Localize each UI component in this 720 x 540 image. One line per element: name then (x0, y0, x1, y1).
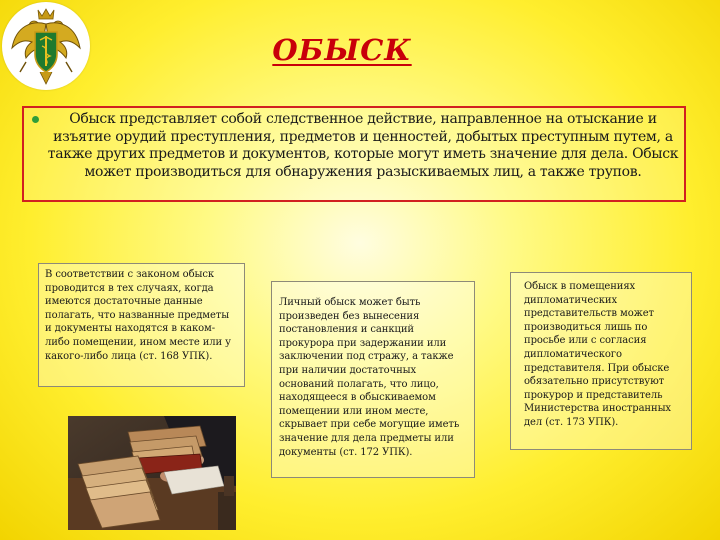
premises-search-note: В соответствии с законом обыск проводится в тех случаях, когда имеются достаточные данные полагать, что названные предметы и документы находятся в каком-либо помещении, ином месте или у какого-либо лица (ст. 168 УПК). (38, 263, 245, 387)
bullet-dot-icon (32, 116, 39, 123)
search-of-documents-photo (68, 416, 236, 530)
page-title: ОБЫСК (272, 33, 412, 67)
definition-box (22, 106, 686, 202)
diplomatic-search-note: Обыск в помещениях дипломатических представительств может производиться лишь по просьбе или с согласия дипломатического представителя. При обыске обязательно присутствуют прокурор и представитель Министерства иностранных дел (ст. 173 УПК). (510, 272, 692, 450)
personal-search-note: Личный обыск может быть произведен без вынесения постановления и санкций прокурора при задержании или заключении под стражу, а также при наличии достаточных оснований полагать, что лицо, находящееся в обыскиваемом помещении или ином месте, скрывает при себе могущие иметь значение для дела предметы или документы (ст. 172 УПК). (271, 281, 475, 478)
definition-text: Обыск представляет собой следственное действие, направленное на отыскание и изъятие орудий преступления, предметов и ценностей, добытых преступным путем, а также других предметов и документов, которые могут иметь значение для дела. Обыск может производиться для обнаружения разыскиваемых лиц, а также трупов. (47, 111, 679, 180)
customs-emblem-icon (2, 2, 90, 90)
